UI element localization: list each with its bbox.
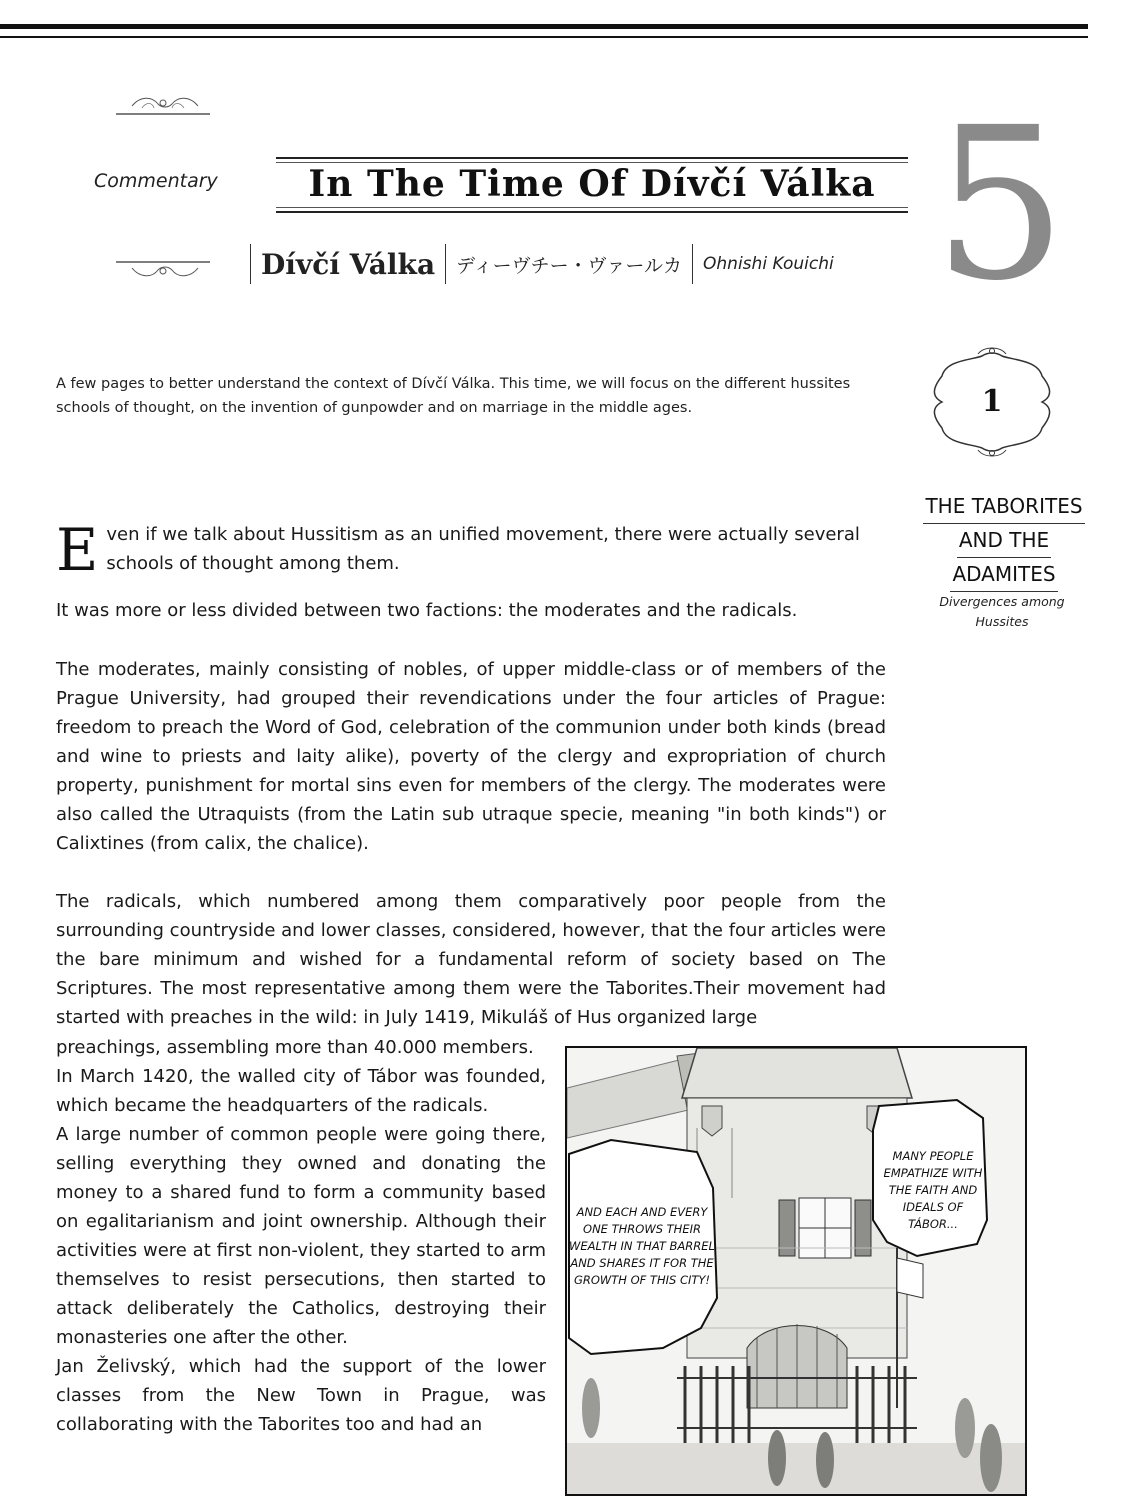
top-rule-thin [0,36,1088,38]
divider [445,244,446,284]
section-title [914,490,1094,592]
page-title: In The Time Of Dívčí Válka [308,163,876,205]
drop-cap: E [56,516,99,584]
subtitle-line [240,244,834,284]
paragraph: In March 1420, the walled city of Tábor was founded, which became the headquarters of the radicals. [56,1066,546,1116]
paragraph: preachings, assembling more than 40.000 members. [56,1037,534,1058]
paragraph: It was more or less divided between two factions: the moderates and the radicals. [56,600,798,621]
divider [692,244,693,284]
author-name: Ohnishi Kouichi [703,254,834,274]
intro-paragraph: A few pages to better understand the context of Dívčí Válka. This time, we will focus on the different hussites schools of thought, on the invention of gunpowder and on marriage in the middle ages. [56,376,851,416]
paragraph: Jan Želivský, which had the support of the lower classes from the New Town in Prague, was collaborating with the Taborites too and had an [56,1356,546,1435]
section-title-line: ADAMITES [950,558,1057,592]
paragraph: The radicals, which numbered among them comparatively poor people from the surrounding countryside and lower classes, considered, however, that the four articles were the bare minimum and wished for a fundamental reform of society based on The Scriptures. The most representative among them were the Taborites.Their movement had started with preaches in the wild: in July 1419, Mikuláš of Hus organized large [56,891,887,1028]
top-rule-thick [0,24,1088,29]
paragraph: The moderates, mainly consisting of nobles, of upper middle-class or of members of the Prague University, had grouped their revendications under the four articles of Prague: freedom to preach the Word of God, celebration of the communion under both kinds (bread and wine to priests and laity alike), poverty of the clergy and expropriation of church property, punishment for mortal sins even for members of the clergy. The moderates were also called the Utraquists (from the Latin sub utraque specie, meaning "in both kinds") or Calixtines (from calix, the chalice). [56,659,886,854]
paragraph: A large number of common people were going there, selling everything they owned and donating the money to a shared fund to form a community based on egalitarianism and joint ownership. Although their activities were at first non-violent, they started to arm themselves to resist persecutions, then started to attack deliberately the Catholics, destroying their monasteries one after the other. [56,1124,546,1348]
section-number: 1 [981,384,1003,419]
ornament-flourish-bottom [112,256,214,280]
left-column-text [56,1033,546,1439]
title-box [276,157,908,213]
manga-panel [565,1046,1027,1496]
section-title-line: AND THE [957,524,1051,558]
title-inner-rule-bottom [276,207,908,208]
section-title-line: THE TABORITES [923,490,1084,524]
speech-bubble-left: AND EACH AND EVERY ONE THROWS THEIR WEALTH IN THAT BARREL AND SHARES IT FOR THE GROWTH OF THIS CITY! [569,1205,715,1287]
speech-bubble-right: MANY PEOPLE EMPATHIZE WITH THE FAITH AND IDEALS OF TÁBOR... [883,1149,983,1231]
chapter-number: 5 [933,82,1067,327]
paragraph-text: ven if we talk about Hussitism as an unified movement, there were actually several schools of thought among them. [106,524,860,574]
section-subtitle: Divergences among Hussites [939,594,1065,629]
commentary-label: Commentary [94,170,218,192]
series-name-japanese: ディーヴチー・ヴァールカ [456,254,683,277]
series-name: Dívčí Válka [261,247,436,281]
first-paragraph [56,516,888,584]
ornament-flourish-top [112,94,214,118]
divider [250,244,251,284]
